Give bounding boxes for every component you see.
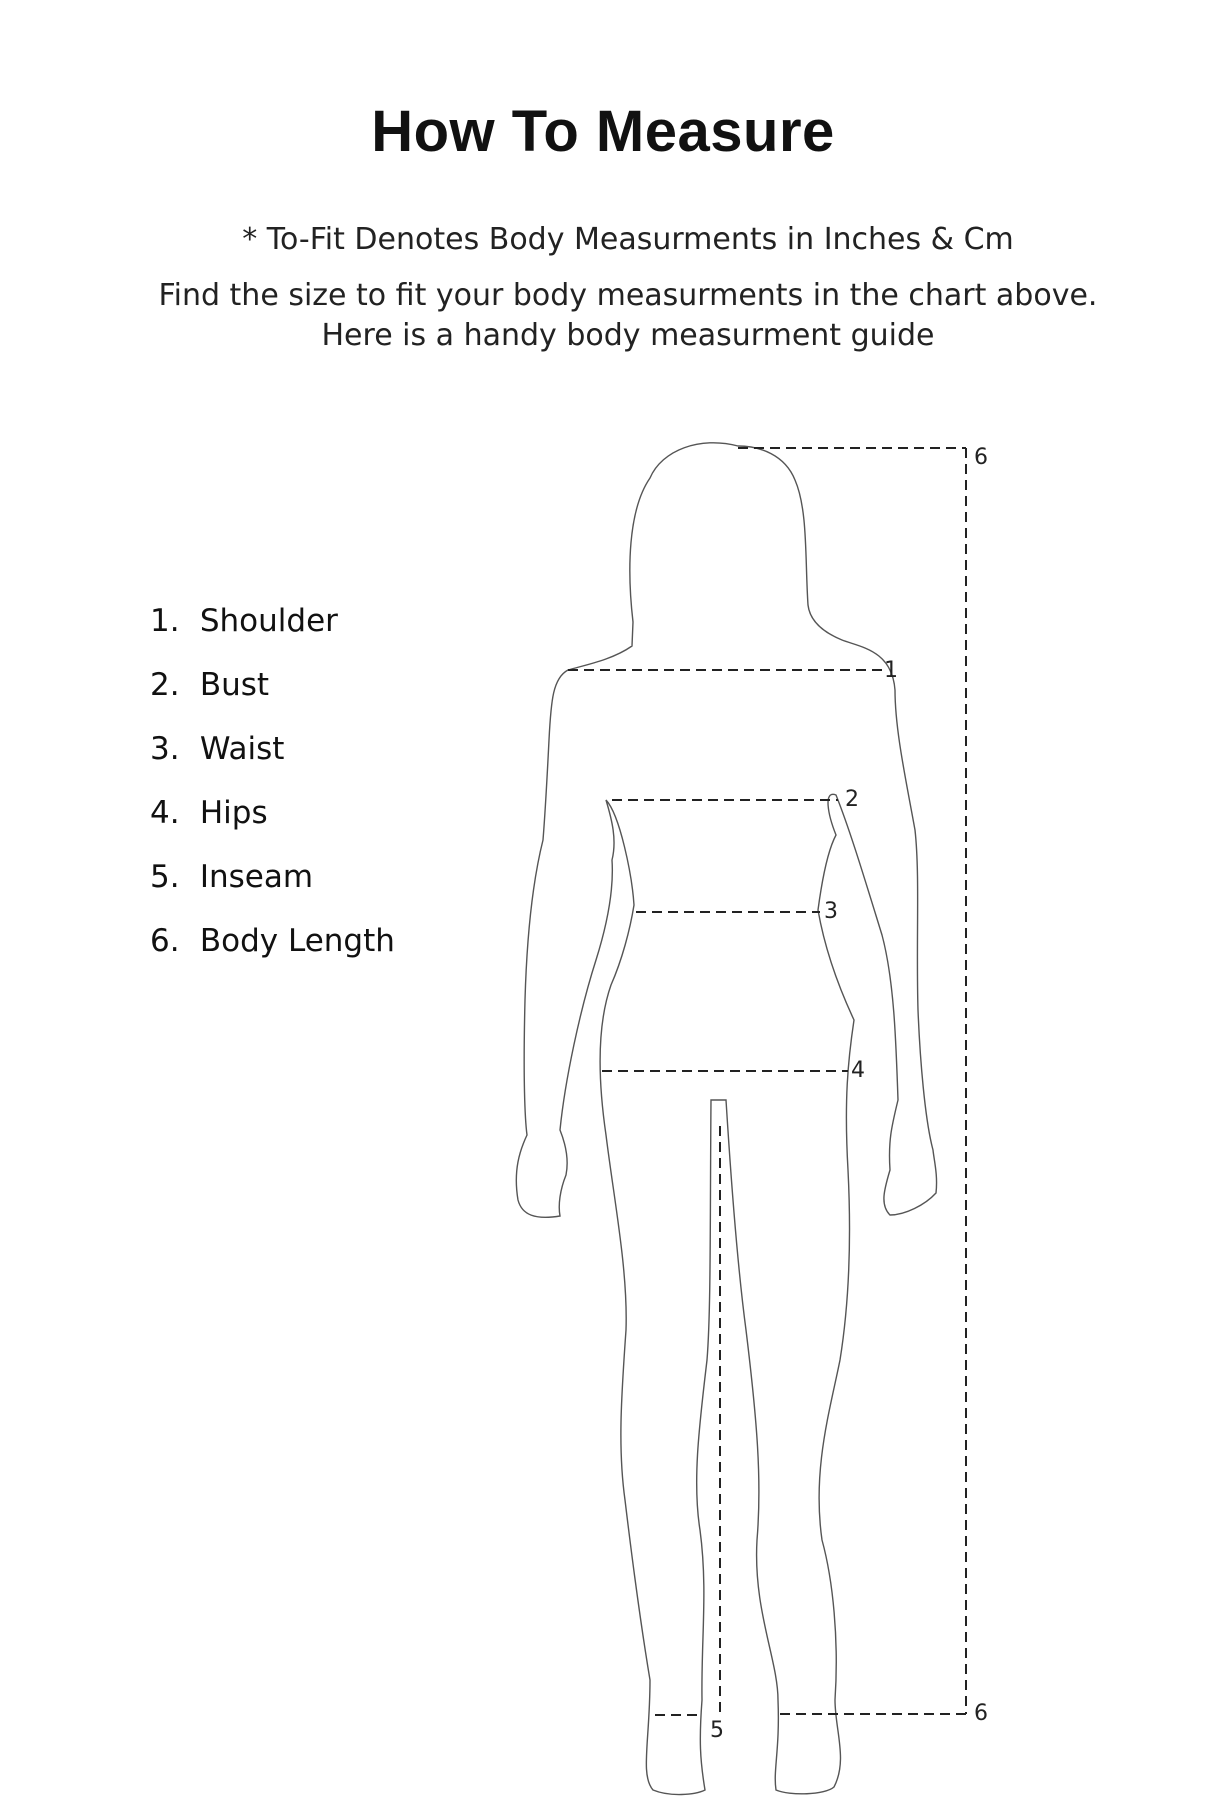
intro-line-1: Find the size to fit your body measurments in the chart above. (158, 278, 1098, 313)
legend-number: 4. (150, 795, 180, 831)
measurement-note: * To-Fit Denotes Body Measurments in Inches & Cm (242, 222, 1014, 257)
legend-number: 5. (150, 859, 180, 895)
marker-hips: 4 (851, 1058, 865, 1083)
legend-number: 1. (150, 603, 180, 639)
page-title: How To Measure (371, 99, 835, 164)
marker-inseam: 5 (710, 1718, 724, 1743)
marker-length-top: 6 (974, 445, 988, 470)
legend-number: 6. (150, 923, 180, 959)
legend-label: Bust (199, 667, 270, 703)
marker-length-bottom: 6 (974, 1701, 988, 1726)
legend-number: 3. (150, 731, 180, 767)
legend-number: 2. (150, 667, 180, 703)
legend-label: Hips (199, 795, 268, 831)
legend-label: Inseam (199, 859, 314, 895)
legend-label: Shoulder (199, 603, 338, 639)
intro-line-2: Here is a handy body measurment guide (321, 318, 935, 353)
marker-bust: 2 (845, 787, 859, 812)
legend-label: Waist (199, 731, 285, 767)
body-outline (516, 443, 936, 1795)
marker-waist: 3 (824, 899, 838, 924)
legend-label: Body Length (199, 923, 395, 959)
marker-shoulder: 1 (884, 658, 898, 683)
